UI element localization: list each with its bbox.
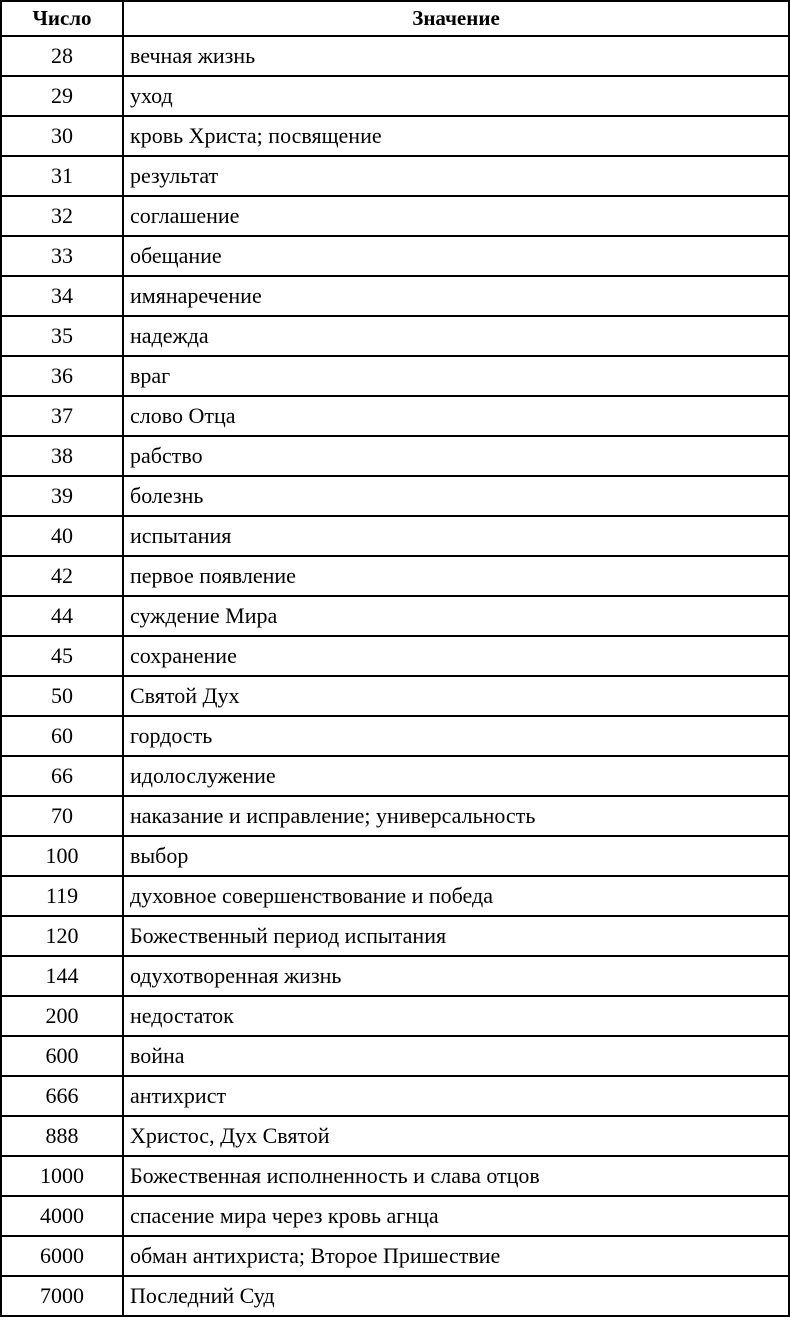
number-cell: 6000 [1, 1236, 123, 1276]
meaning-cell: недостаток [123, 996, 789, 1036]
number-cell: 40 [1, 516, 123, 556]
number-cell: 66 [1, 756, 123, 796]
table-row [1, 636, 789, 676]
number-cell: 1000 [1, 1156, 123, 1196]
number-cell: 666 [1, 1076, 123, 1116]
table-row [1, 556, 789, 596]
number-cell: 70 [1, 796, 123, 836]
table-row [1, 836, 789, 876]
column-header-number: Число [1, 1, 123, 36]
table-row [1, 596, 789, 636]
meaning-cell: гордость [123, 716, 789, 756]
table-row [1, 1196, 789, 1236]
table-row [1, 956, 789, 996]
number-cell: 39 [1, 476, 123, 516]
number-cell: 888 [1, 1116, 123, 1156]
number-cell: 31 [1, 156, 123, 196]
meaning-cell: Святой Дух [123, 676, 789, 716]
number-cell: 38 [1, 436, 123, 476]
number-cell: 100 [1, 836, 123, 876]
meaning-cell: надежда [123, 316, 789, 356]
meaning-cell: рабство [123, 436, 789, 476]
table-row [1, 756, 789, 796]
meaning-cell: враг [123, 356, 789, 396]
table-row [1, 716, 789, 756]
number-cell: 34 [1, 276, 123, 316]
number-cell: 37 [1, 396, 123, 436]
table-row [1, 1236, 789, 1276]
meaning-cell: обман антихриста; Второе Пришествие [123, 1236, 789, 1276]
number-cell: 32 [1, 196, 123, 236]
table-row [1, 1076, 789, 1116]
number-cell: 60 [1, 716, 123, 756]
meaning-cell: первое появление [123, 556, 789, 596]
number-cell: 119 [1, 876, 123, 916]
meaning-cell: Божественная исполненность и слава отцов [123, 1156, 789, 1196]
number-cell: 35 [1, 316, 123, 356]
table-row [1, 1116, 789, 1156]
meaning-cell: испытания [123, 516, 789, 556]
meaning-cell: обещание [123, 236, 789, 276]
number-cell: 600 [1, 1036, 123, 1076]
column-header-meaning: Значение [123, 1, 789, 36]
number-cell: 144 [1, 956, 123, 996]
table-row [1, 76, 789, 116]
meaning-cell: уход [123, 76, 789, 116]
table-row [1, 436, 789, 476]
table-row [1, 196, 789, 236]
number-cell: 33 [1, 236, 123, 276]
meaning-cell: соглашение [123, 196, 789, 236]
number-cell: 200 [1, 996, 123, 1036]
meaning-cell: вечная жизнь [123, 36, 789, 76]
table-row [1, 36, 789, 76]
meaning-cell: болезнь [123, 476, 789, 516]
meaning-cell: Божественный период испытания [123, 916, 789, 956]
number-cell: 30 [1, 116, 123, 156]
table-row [1, 916, 789, 956]
meaning-cell: война [123, 1036, 789, 1076]
meaning-cell: кровь Христа; посвящение [123, 116, 789, 156]
table-row [1, 1036, 789, 1076]
meaning-cell: наказание и исправление; универсальность [123, 796, 789, 836]
table-row [1, 1156, 789, 1196]
table-row [1, 156, 789, 196]
table-row [1, 476, 789, 516]
meaning-cell: выбор [123, 836, 789, 876]
table-header-row [1, 1, 789, 36]
meaning-cell: Последний Суд [123, 1276, 789, 1316]
meaning-cell: антихрист [123, 1076, 789, 1116]
table-row [1, 396, 789, 436]
number-cell: 50 [1, 676, 123, 716]
number-cell: 7000 [1, 1276, 123, 1316]
number-cell: 45 [1, 636, 123, 676]
meaning-cell: сохранение [123, 636, 789, 676]
meaning-cell: идолослужение [123, 756, 789, 796]
meaning-cell: суждение Мира [123, 596, 789, 636]
table-body [1, 36, 789, 1316]
table-row [1, 516, 789, 556]
table-row [1, 676, 789, 716]
table-row [1, 996, 789, 1036]
number-cell: 28 [1, 36, 123, 76]
table-row [1, 1276, 789, 1316]
meaning-cell: духовное совершенствование и победа [123, 876, 789, 916]
meaning-cell: имянаречение [123, 276, 789, 316]
number-cell: 44 [1, 596, 123, 636]
meaning-cell: спасение мира через кровь агнца [123, 1196, 789, 1236]
table-row [1, 276, 789, 316]
table-row [1, 796, 789, 836]
table-row [1, 356, 789, 396]
number-cell: 42 [1, 556, 123, 596]
table-row [1, 236, 789, 276]
meaning-cell: слово Отца [123, 396, 789, 436]
table-row [1, 316, 789, 356]
number-cell: 120 [1, 916, 123, 956]
number-cell: 4000 [1, 1196, 123, 1236]
table-row [1, 876, 789, 916]
meaning-cell: Христос, Дух Святой [123, 1116, 789, 1156]
meaning-cell: одухотворенная жизнь [123, 956, 789, 996]
number-cell: 29 [1, 76, 123, 116]
table-row [1, 116, 789, 156]
number-cell: 36 [1, 356, 123, 396]
meaning-cell: результат [123, 156, 789, 196]
